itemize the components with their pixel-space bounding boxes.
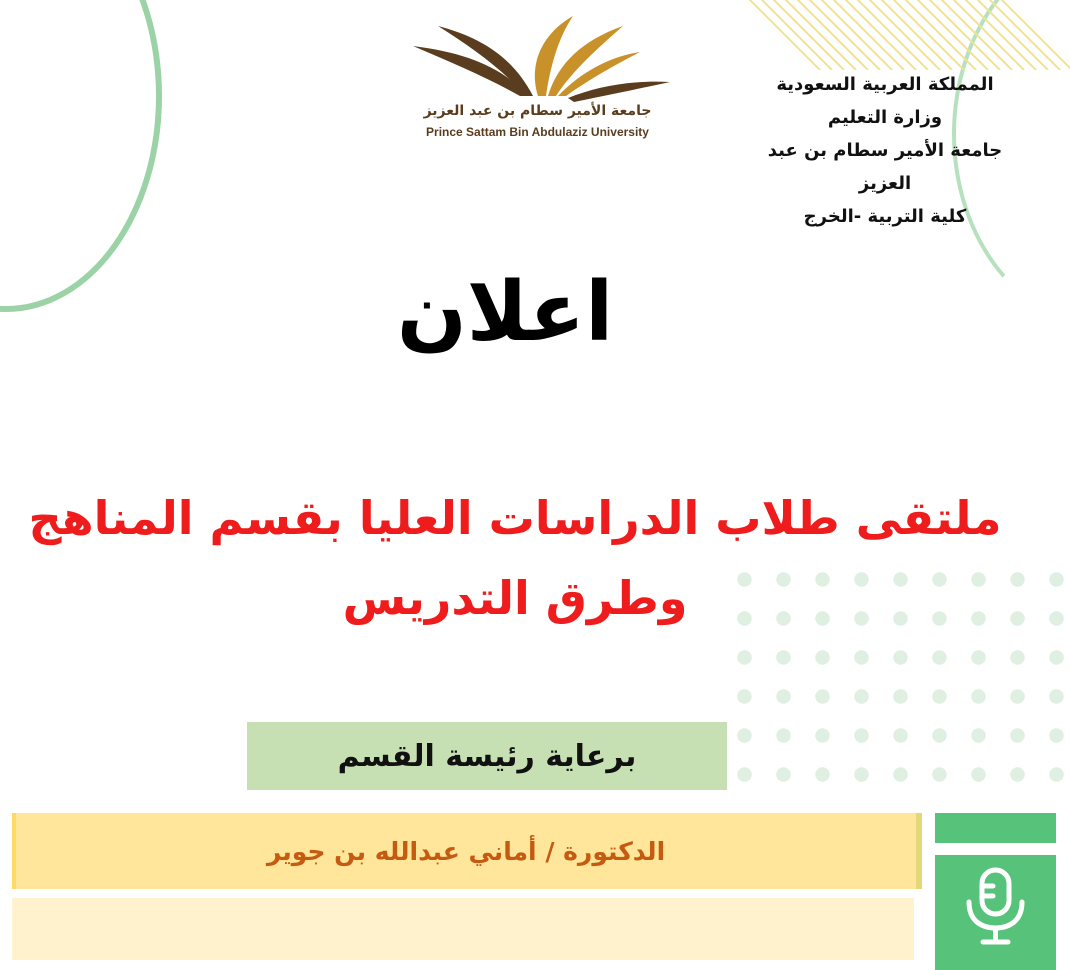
header-line-country: المملكة العربية السعودية [776, 74, 994, 95]
green-accent-bar [935, 813, 1056, 843]
event-title [0, 478, 1030, 638]
presenter-banner [12, 813, 922, 889]
header-line-university-1: جامعة الأمير سطام بن عبد [767, 140, 1003, 161]
header-line-ministry: وزارة التعليم [827, 107, 943, 128]
microphone-icon [963, 866, 1028, 946]
institution-header [720, 68, 1050, 233]
event-title-line-1: ملتقى طلاب الدراسات العليا بقسم المناهج [28, 491, 1002, 545]
header-line-college: كلية التربية -الخرج [803, 206, 967, 227]
presenter-name: الدكتورة / أماني عبدالله بن جوير [266, 836, 666, 866]
logo-english-text: Prince Sattam Bin Abdulaziz University [426, 125, 649, 139]
decorative-stripes [740, 0, 1070, 70]
announcement-heading: اعلان [396, 265, 614, 360]
sponsor-text: برعاية رئيسة القسم [337, 738, 637, 774]
logo-arabic-text: جامعة الأمير سطام بن عبد العزيز [423, 103, 652, 119]
sponsor-banner [247, 722, 727, 790]
empty-banner [12, 898, 914, 960]
event-title-line-2: وطرق التدريس [342, 571, 688, 625]
header-line-university-2: العزيز [858, 173, 912, 194]
